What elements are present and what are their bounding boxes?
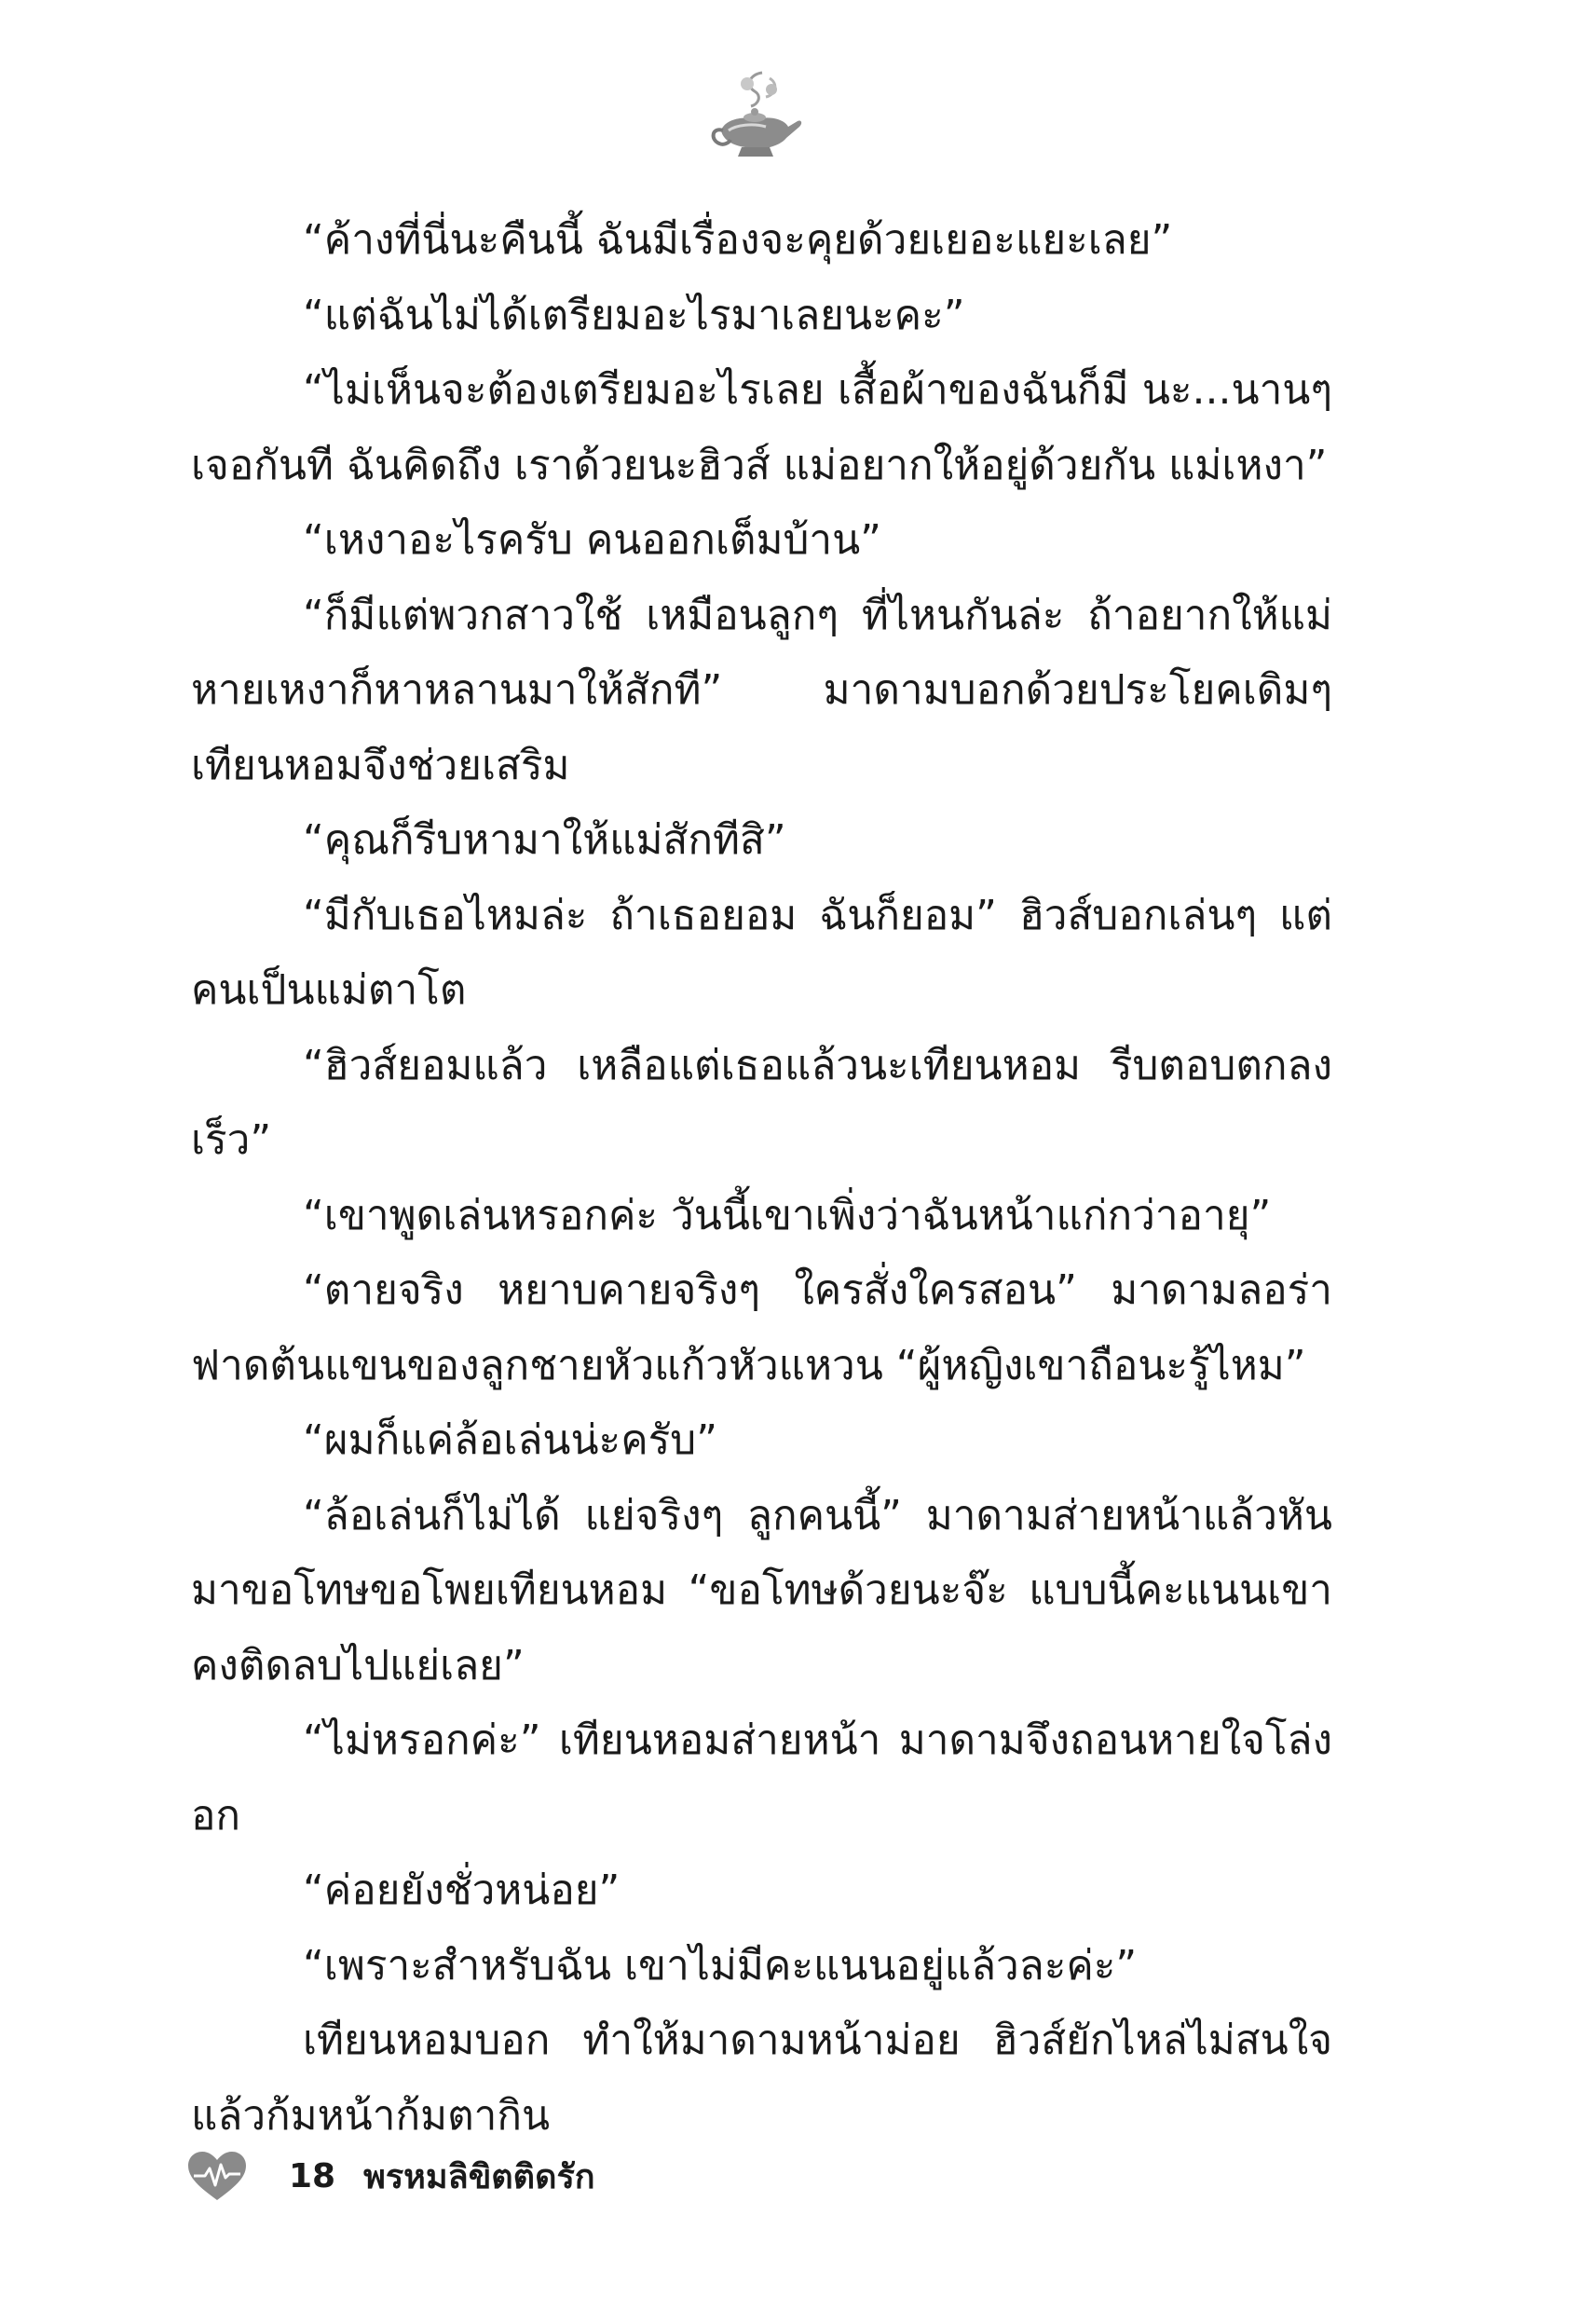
book-title: พรหมลิขิตติดรัก [363, 2157, 595, 2196]
story-text [191, 203, 1332, 2154]
paragraph: “มีกับเธอไหมล่ะ ถ้าเธอยอม ฉันก็ยอม” ฮิวส์บอกเล่นๆ แต่คนเป็นแม่ตาโต [191, 891, 1332, 1014]
paragraph: “ก็มีแต่พวกสาวใช้ เหมือนลูกๆ ที่ไหนกันล่ะ ถ้าอยากให้แม่หายเหงาก็หาหลานมาให้สักที” มาดามบอกด้วยประโยคเดิมๆ เทียนหอมจึงช่วยเสริม [191, 591, 1332, 789]
paragraph: “ไม่หรอกค่ะ” เทียนหอมส่ายหน้า มาดามจึงถอนหายใจโล่งอก [191, 1716, 1332, 1839]
paragraph: “ค้างที่นี่นะคืนนี้ ฉันมีเรื่องจะคุยด้วยเยอะแยะเลย” [303, 216, 1173, 264]
genie-lamp-icon [704, 65, 807, 168]
paragraph: “เขาพูดเล่นหรอกค่ะ วันนี้เขาเพิ่งว่าฉันหน้าแก่กว่าอายุ” [303, 1191, 1272, 1239]
heart-pulse-icon [186, 2150, 248, 2202]
paragraph: “ไม่เห็นจะต้องเตรียมอะไรเลย เสื้อผ้าของฉันก็มี นะ...นานๆ เจอกันที ฉันคิดถึง เราด้วยนะฮิวส์ แม่อยากให้อยู่ด้วยกัน แม่เหงา” [191, 366, 1332, 489]
page-footer [186, 2143, 595, 2208]
paragraph: “คุณก็รีบหามาให้แม่สักทีสิ” [303, 816, 786, 864]
paragraph: “เหงาอะไรครับ คนออกเต็มบ้าน” [303, 516, 881, 564]
paragraph: “ผมก็แค่ล้อเล่นน่ะครับ” [303, 1416, 717, 1464]
paragraph: เทียนหอมบอก ทำให้มาดามหน้าม่อย ฮิวส์ยักไหล่ไม่สนใจแล้วก้มหน้าก้มตากิน [191, 2017, 1332, 2140]
paragraph: “เพราะสำหรับฉัน เขาไม่มีคะแนนอยู่แล้วละค่ะ” [303, 1941, 1138, 1990]
paragraph: “ตายจริง หยาบคายจริงๆ ใครสั่งใครสอน” มาดามลอร่าฟาดต้นแขนของลูกชายหัวแก้วหัวแหวน “ผู้หญิงเขาถือนะรู้ไหม” [191, 1266, 1332, 1389]
paragraph: “ค่อยยังชั่วหน่อย” [303, 1867, 621, 1914]
paragraph: “ล้อเล่นก็ไม่ได้ แย่จริงๆ ลูกคนนี้” มาดามส่ายหน้าแล้วหันมาขอโทษขอโพยเทียนหอม “ขอโทษด้วยนะจ๊ะ แบบนี้คะแนนเขาคงติดลบไปแย่เลย” [191, 1491, 1332, 1689]
paragraph: “แต่ฉันไม่ได้เตรียมอะไรมาเลยนะคะ” [303, 291, 965, 339]
page-number: 18 [289, 2156, 336, 2195]
paragraph: “ฮิวส์ยอมแล้ว เหลือแต่เธอแล้วนะเทียนหอม รีบตอบตกลงเร็ว” [191, 1041, 1332, 1164]
